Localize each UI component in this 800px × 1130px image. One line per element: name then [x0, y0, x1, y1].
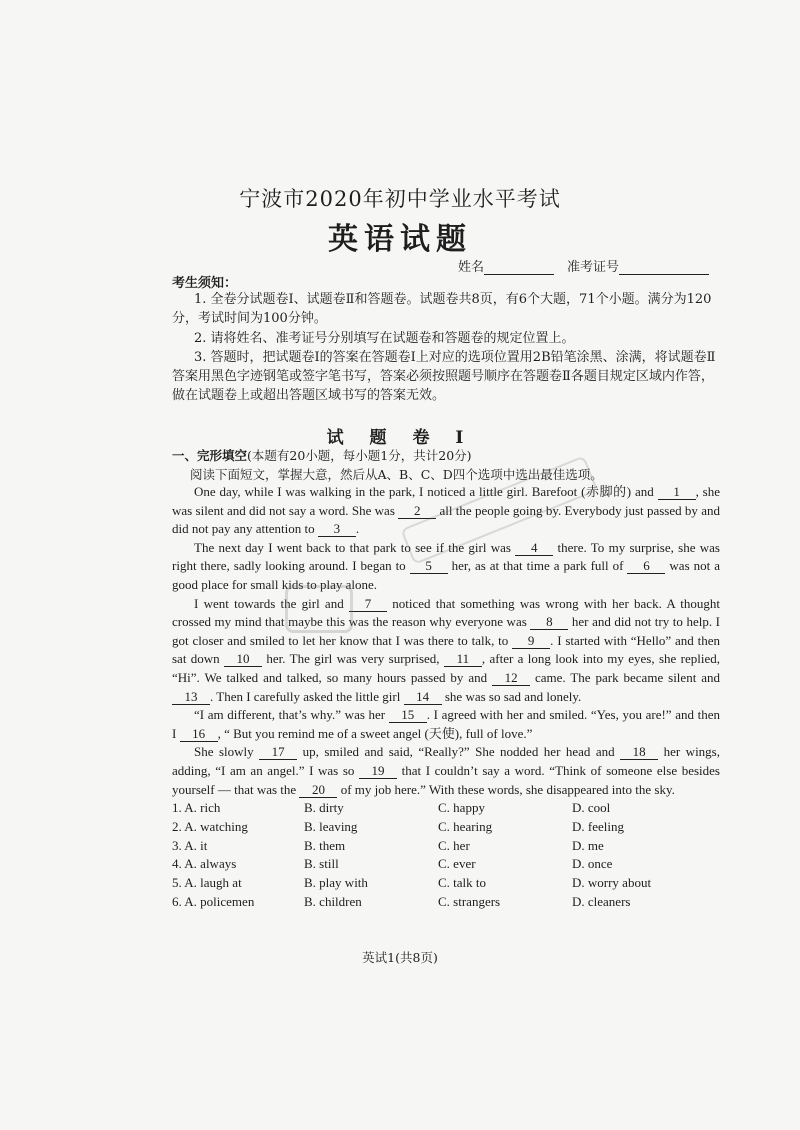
option-choice: C. ever [438, 856, 476, 872]
option-choice: C. happy [438, 800, 485, 815]
answer-options [172, 800, 720, 913]
option-row [172, 894, 720, 913]
option-choice: 6. A. policemen [172, 893, 255, 909]
exam-title: 宁波市2020年初中学业水平考试 [239, 187, 561, 211]
option-choice: C. hearing [438, 818, 493, 834]
notice-item: 1. 全卷分试题卷Ⅰ、试题卷Ⅱ和答题卷。试题卷共8页，有6个大题，71个小题。满分为120分，考试时间为100分钟。 [172, 292, 712, 326]
option-row [172, 875, 720, 894]
passage-text: up, smiled and said, “Really?” She nodded her head and [297, 744, 621, 760]
option-choice: B. children [304, 893, 362, 909]
cloze-blank: 3 [318, 522, 356, 537]
cloze-blank: 11 [444, 652, 482, 667]
option-choice: C. talk to [438, 875, 487, 891]
option-choice: D. feeling [572, 818, 624, 834]
part-heading-score: (本题有20小题，每小题1分，共计20分) [247, 448, 472, 463]
option-choice: D. cool [572, 800, 611, 815]
cloze-blank: 16 [180, 727, 218, 742]
option-choice: B. them [304, 837, 346, 853]
option-choice: 3. A. it [172, 837, 208, 853]
option-row [172, 819, 720, 838]
part-heading [172, 446, 472, 464]
subject-title: 英语试题 [328, 222, 472, 257]
notice-item: 2. 请将姓名、准考证号分别填写在试题卷和答题卷的规定位置上。 [194, 331, 575, 346]
cloze-blank: 8 [530, 615, 568, 630]
cloze-blank: 20 [299, 783, 337, 798]
id-field [567, 256, 709, 275]
option-row [172, 838, 720, 857]
option-choice: D. worry about [572, 875, 652, 891]
passage-text: , after a long look into my eyes, she replied, “Hi”. We talked and talked, so many hours passed by and [172, 651, 720, 685]
passage-text: She slowly [194, 744, 260, 760]
cloze-blank: 19 [359, 764, 397, 779]
passage-text: . Then I carefully asked the little girl [210, 688, 404, 704]
passage-paragraph [172, 706, 720, 743]
option-row [172, 800, 720, 819]
cloze-blank: 13 [172, 690, 210, 705]
passage-text: noticed that something was wrong with her back. A thought crossed my mind that maybe this was the reason why everyone was [172, 595, 720, 630]
cloze-blank: 17 [259, 745, 297, 760]
notice-item: 3. 答题时，把试题卷Ⅰ的答案在答题卷Ⅰ上对应的选项位置用2B铅笔涂黑、涂满，将试题卷Ⅱ答案用黑色字迹钢笔或签字笔书写，答案必须按照题号顺序在答题卷Ⅱ各题目规定区域内作答，做在试题卷上或超出答题区域书写的答案无效。 [172, 350, 716, 403]
cloze-blank: 7 [349, 597, 387, 612]
part-instruction: 阅读下面短文，掌握大意，然后从A、B、C、D四个选项中选出最佳选项。 [190, 467, 603, 482]
option-choice: 1. A. rich [172, 800, 221, 815]
cloze-blank: 5 [410, 559, 448, 574]
passage-text: there. To my surprise, she was right there, sadly looking around. I began to [172, 539, 720, 574]
option-choice: D. cleaners [572, 893, 631, 909]
id-label: 准考证号 [567, 260, 620, 275]
passage-text: The next day I went back to that park to see if the girl was [194, 539, 516, 555]
cloze-blank: 12 [492, 671, 530, 686]
cloze-blank: 9 [512, 634, 550, 649]
passage-text: . [355, 521, 360, 537]
passage-text: was not a good place for small kids to play alone. [172, 558, 720, 592]
cloze-blank: 10 [224, 652, 262, 667]
section-title: 试 题 卷 Ⅰ [326, 428, 474, 448]
cloze-blank: 15 [389, 708, 427, 723]
name-label: 姓名 [458, 260, 485, 275]
option-choice: B. leaving [304, 818, 358, 834]
passage-text: . I started with “Hello” and then sat down [172, 632, 720, 667]
passage-paragraph [172, 595, 720, 707]
passage-text: One day, while I was walking in the park, I noticed a little girl. Barefoot (赤脚的) and [194, 484, 658, 499]
page-footer: 英试1(共8页) [362, 950, 438, 965]
id-blank [619, 261, 709, 275]
passage-text: her, as at that time a park full of [447, 558, 628, 574]
name-field [458, 256, 554, 275]
option-choice: 4. A. always [172, 856, 237, 872]
stamp-mark [285, 585, 353, 633]
cloze-blank: 1 [658, 485, 696, 500]
passage-paragraph [172, 743, 720, 799]
cloze-blank: 2 [398, 504, 436, 519]
passage-text: she was so sad and lonely. [441, 688, 582, 704]
passage-text: , she was silent and did not say a word. She was [172, 484, 720, 518]
option-choice: B. play with [304, 875, 368, 891]
part-heading-title: 一、完形填空 [172, 448, 248, 463]
option-choice: B. dirty [304, 800, 344, 815]
passage-text: her and did not try to help. I got closer and smiled to let her know that I was there to talk, to [172, 614, 720, 648]
passage-text: of my job here.” With these words, she disappeared into the sky. [337, 781, 675, 797]
passage-text: “I am different, that’s why.” was her [194, 707, 389, 723]
passage-text: , “ But you remind me of a sweet angel (天使), full of love.” [217, 725, 533, 741]
cloze-blank: 6 [627, 559, 665, 574]
passage-text: her. The girl was very surprised, [262, 651, 444, 667]
option-choice: C. her [438, 837, 470, 853]
cloze-blank: 18 [620, 745, 658, 760]
cloze-blank: 4 [515, 541, 553, 556]
option-choice: D. me [572, 837, 604, 853]
option-choice: 5. A. laugh at [172, 875, 242, 891]
option-choice: D. once [572, 856, 613, 872]
passage-text: her wings, adding, “I am an angel.” I was so [172, 744, 720, 778]
cloze-blank: 14 [404, 690, 442, 705]
notice-heading: 考生须知： [172, 276, 238, 291]
passage-text: came. The park became silent and [530, 669, 721, 685]
option-choice: 2. A. watching [172, 818, 248, 834]
option-row [172, 856, 720, 875]
name-blank [484, 261, 554, 275]
option-choice: C. strangers [438, 893, 501, 909]
passage-text: I went towards the girl and [194, 595, 349, 611]
passage-text: that I couldn’t say a word. “Think of someone else besides yourself — that was the [172, 762, 720, 797]
passage-text: all the people going by. Everybody just passed by and did not pay any attention to [172, 502, 720, 537]
passage-text: . I agreed with her and smiled. “Yes, you are!” and then I [172, 707, 720, 741]
option-choice: B. still [304, 856, 339, 872]
